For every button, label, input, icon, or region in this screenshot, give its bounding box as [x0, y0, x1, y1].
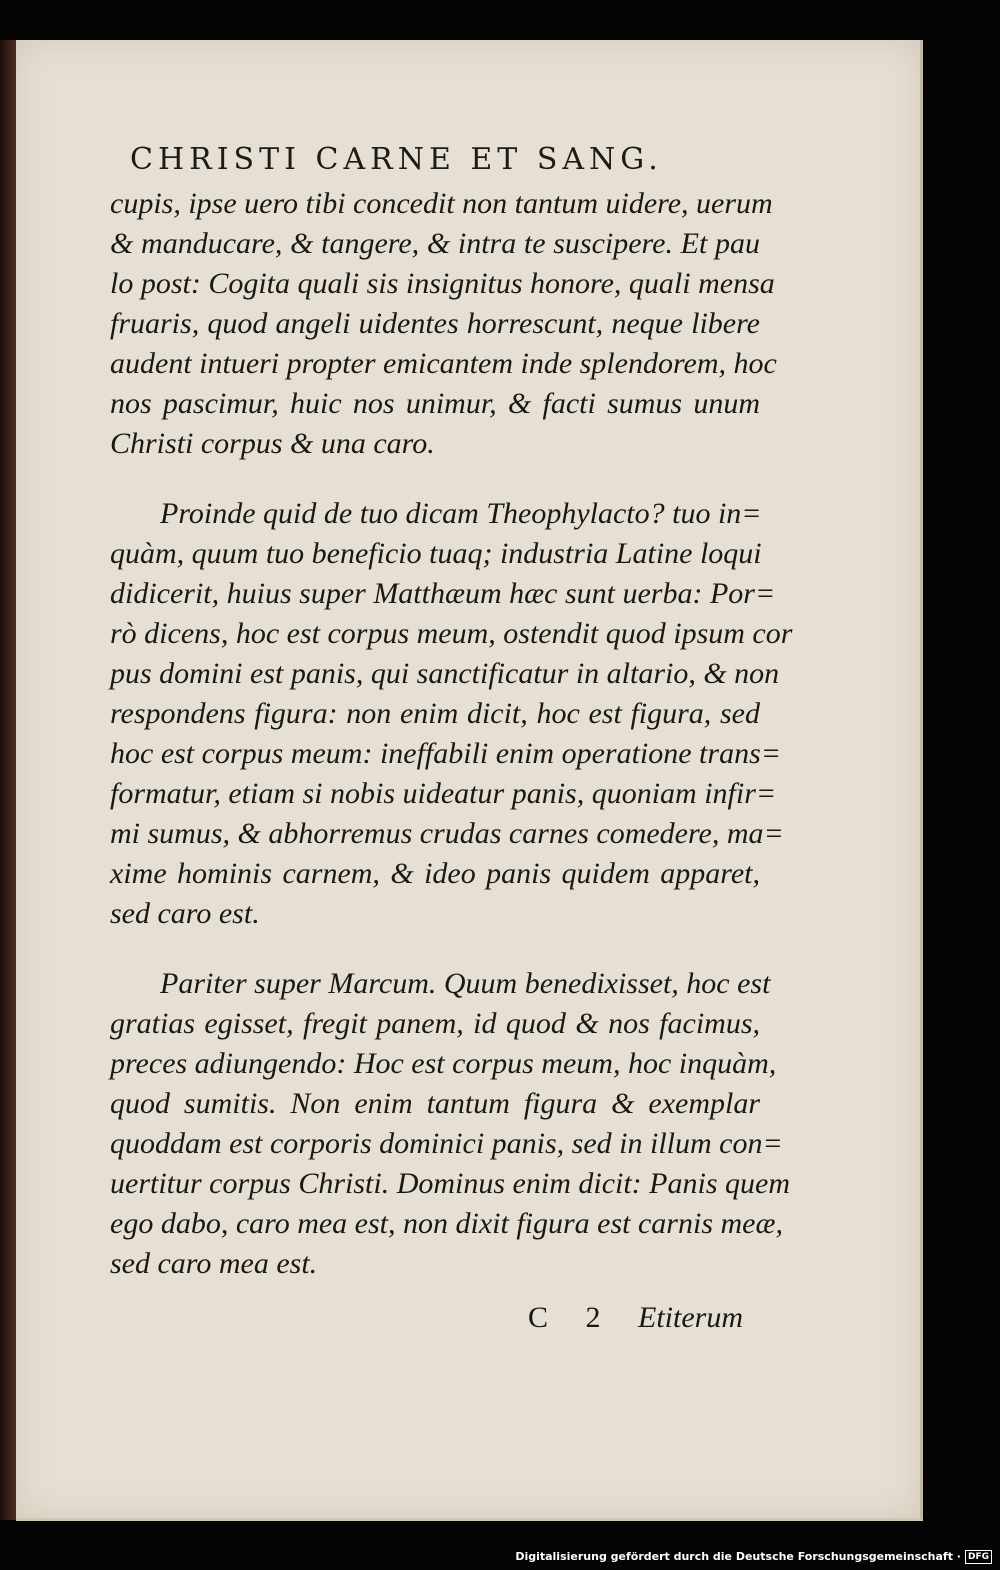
running-head: CHRISTI CARNE ET SANG.	[130, 142, 663, 177]
text-line: quod sumitis. Non enim tantum figura & exemplar	[110, 1087, 760, 1120]
paragraph-gap	[110, 934, 760, 964]
text-line: formatur, etiam si nobis uideatur panis, quoniam infir=	[110, 777, 777, 810]
text-line: respondens figura: non enim dicit, hoc est figura, sed	[110, 697, 760, 730]
book-page	[16, 40, 923, 1521]
text-line: nos pascimur, huic nos unimur, & facti sumus unum	[110, 387, 760, 420]
text-line: lo post: Cogita quali sis insignitus honore, quali mensa	[110, 267, 775, 300]
signature-mark: C	[528, 1301, 549, 1334]
text-line: cupis, ipse uero tibi concedit non tantum uidere, uerum	[110, 187, 773, 220]
signature-line	[110, 1296, 760, 1340]
paragraph	[110, 964, 790, 1284]
text-line: uertitur corpus Christi. Dominus enim dicit: Panis quem	[110, 1167, 790, 1200]
page-text-block	[110, 136, 793, 1340]
text-line: rò dicens, hoc est corpus meum, ostendit quod ipsum cor	[110, 617, 793, 650]
text-line: Christi corpus & una caro.	[110, 427, 435, 460]
text-line: Proinde quid de tuo dicam Theophylacto? tuo in=	[160, 497, 762, 530]
paragraph	[110, 494, 793, 934]
text-line: ego dabo, caro mea est, non dixit figura est carnis meæ,	[110, 1207, 783, 1240]
text-line: audent intueri propter emicantem inde splendorem, hoc	[110, 347, 777, 380]
text-line: pus domini est panis, qui sanctificatur in altario, & non	[110, 657, 780, 690]
text-line: mi sumus, & abhorremus crudas carnes comedere, ma=	[110, 817, 784, 850]
credit-text: Digitalisierung gefördert durch die Deutsche Forschungsgemeinschaft ·	[515, 1550, 961, 1563]
dfg-logo: DFG	[965, 1550, 992, 1564]
text-line: Pariter super Marcum. Quum benedixisset, hoc est	[160, 967, 771, 1000]
paragraph-gap	[110, 464, 760, 494]
text-line: & manducare, & tangere, & intra te suscipere. Et pau	[110, 227, 760, 260]
text-line: sed caro mea est.	[110, 1247, 318, 1280]
text-line: didicerit, huius super Matthæum hæc sunt uerba: Por=	[110, 577, 776, 610]
text-line: gratias egisset, fregit panem, id quod & nos facimus,	[110, 1007, 760, 1040]
body-text	[110, 184, 793, 1284]
text-line: hoc est corpus meum: ineffabili enim operatione trans=	[110, 737, 781, 770]
text-line: xime hominis carnem, & ideo panis quidem apparet,	[110, 857, 760, 890]
text-line: quoddam est corporis dominici panis, sed in illum con=	[110, 1127, 783, 1160]
digitization-credit	[515, 1544, 992, 1570]
text-line: sed caro est.	[110, 897, 260, 930]
text-line: quàm, quum tuo beneficio tuaq; industria Latine loqui	[110, 537, 762, 570]
text-line: preces adiungendo: Hoc est corpus meum, hoc inquàm,	[110, 1047, 777, 1080]
signature-number: 2	[585, 1301, 601, 1334]
catchword: Etiterum	[638, 1301, 744, 1334]
paragraph	[110, 184, 777, 464]
text-line: fruaris, quod angeli uidentes horrescunt, neque libere	[110, 307, 760, 340]
